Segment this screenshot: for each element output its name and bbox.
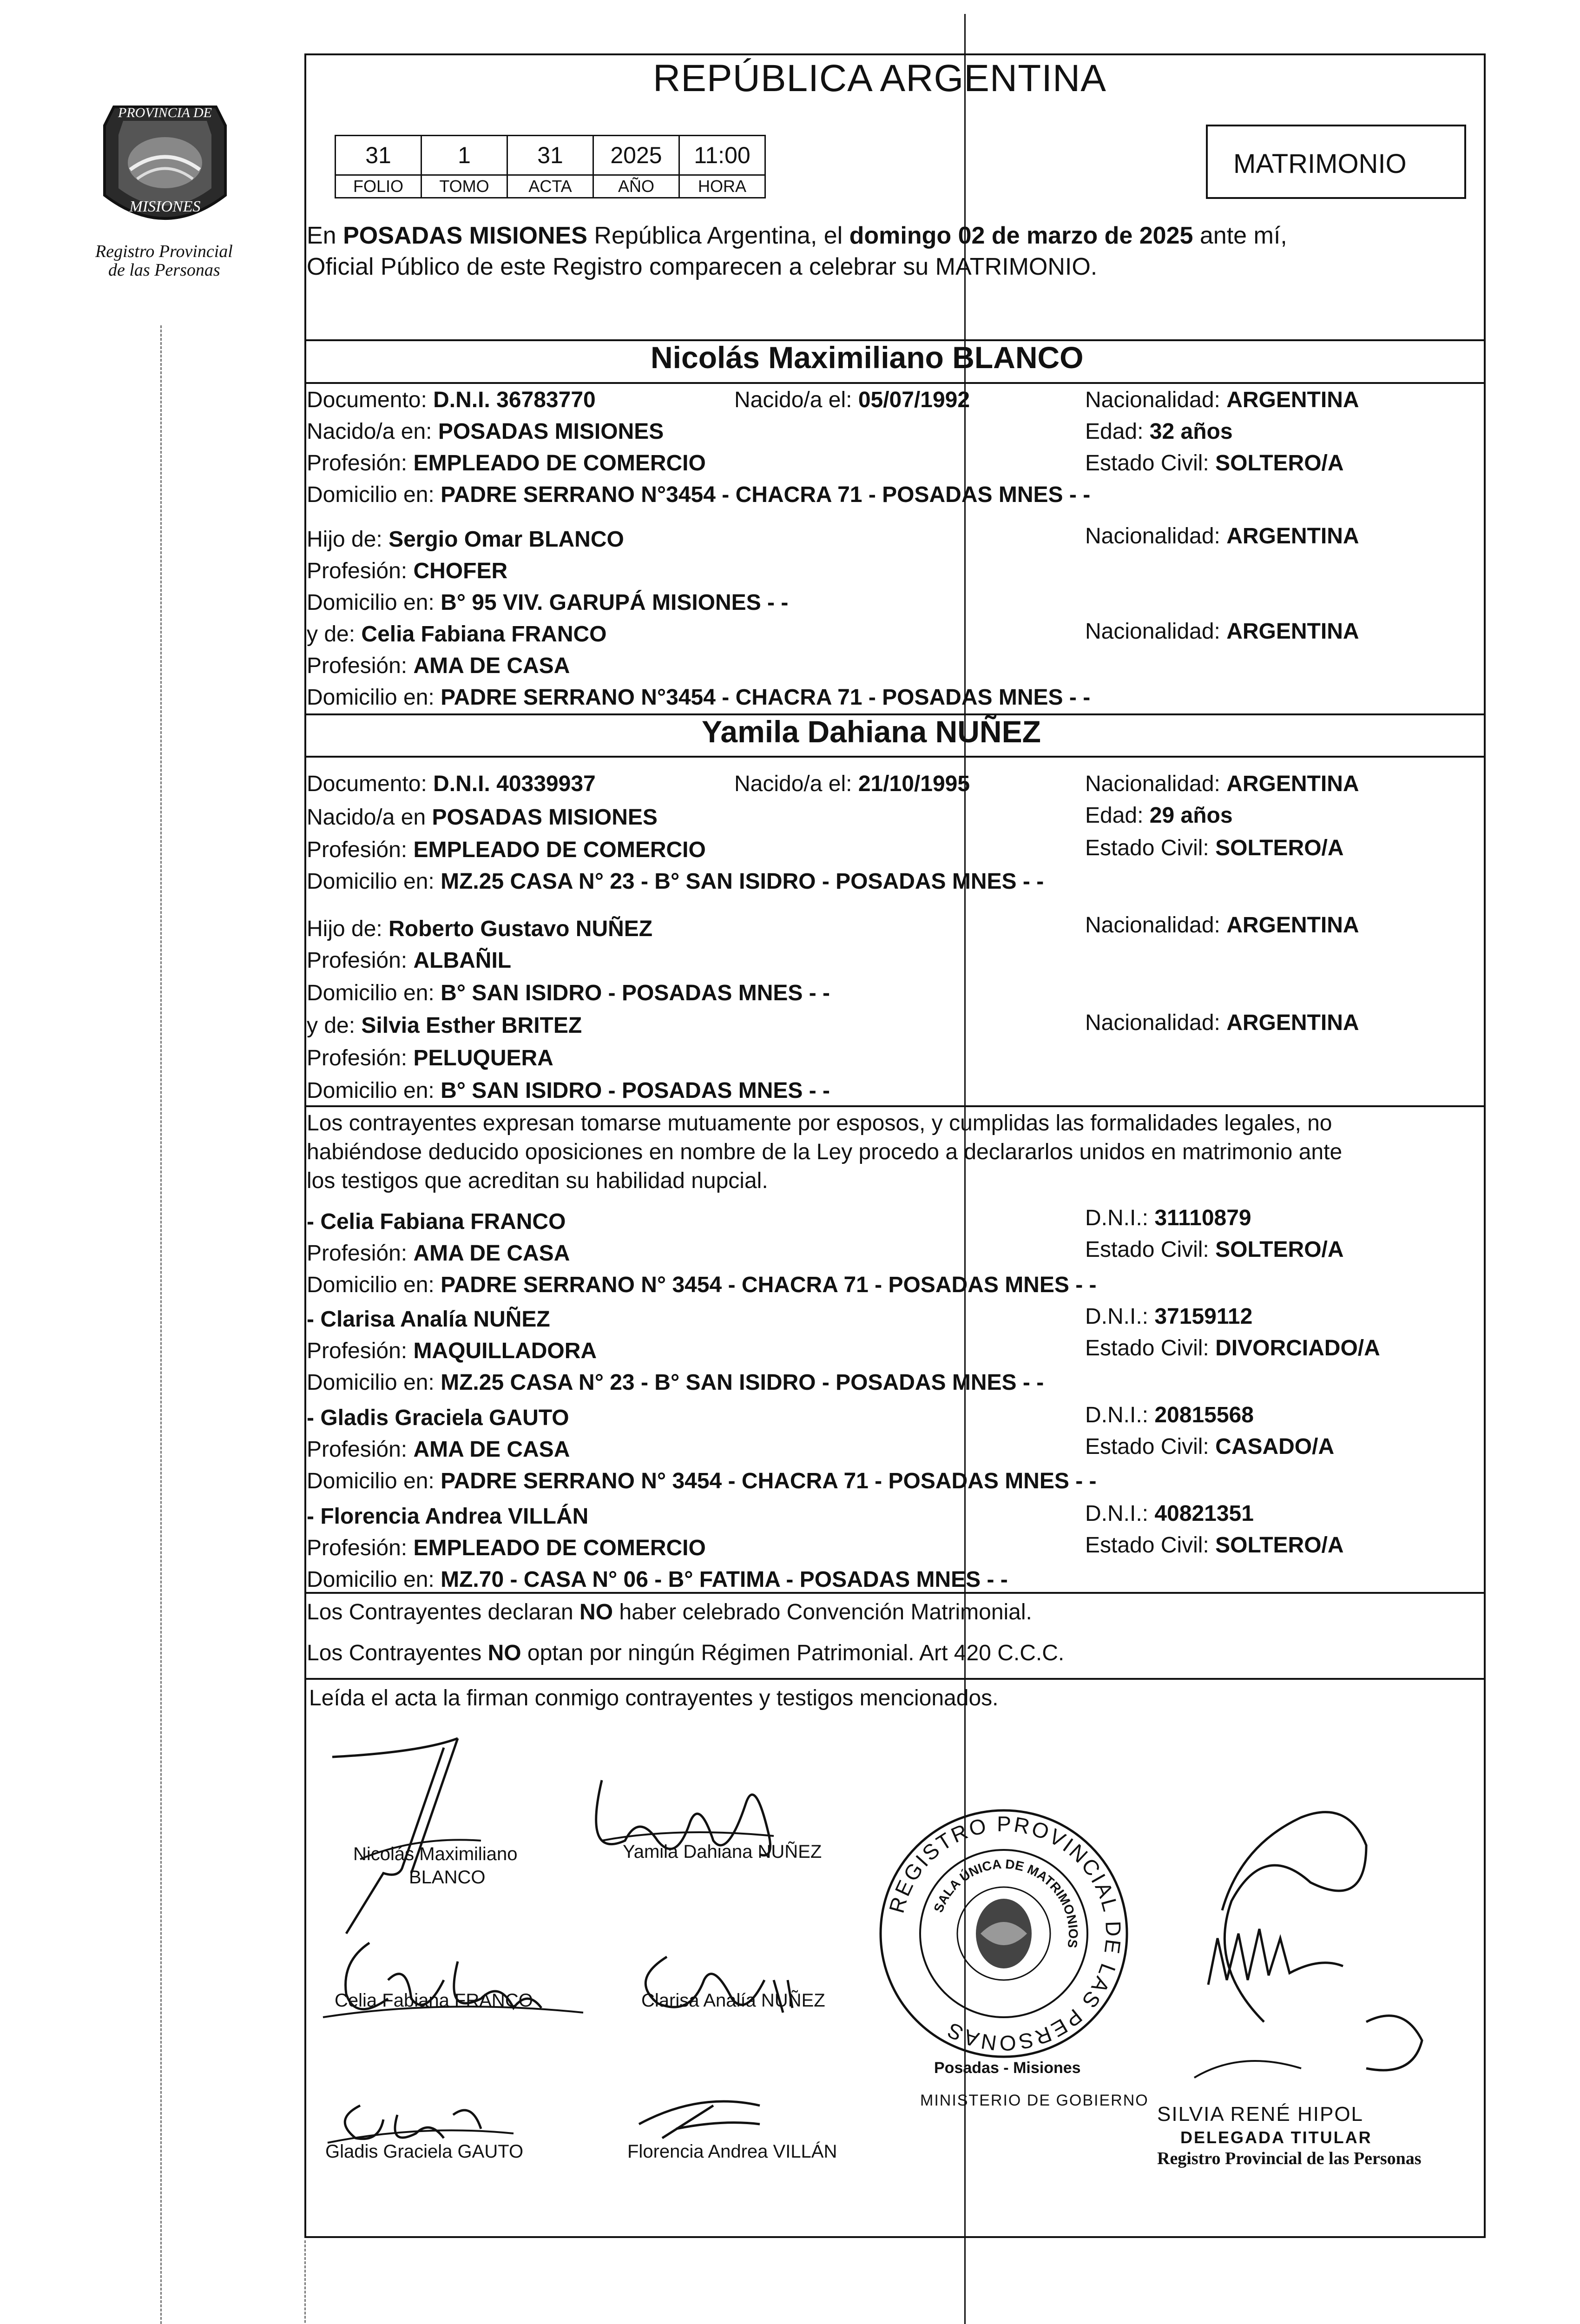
bride-birthdate: Nacido/a el: 21/10/1995 bbox=[734, 772, 970, 796]
bride-profession: Profesión: EMPLEADO DE COMERCIO bbox=[307, 838, 706, 862]
registry-logo bbox=[86, 88, 244, 280]
country-title: REPÚBLICA ARGENTINA bbox=[653, 57, 1106, 99]
svg-text:MISIONES: MISIONES bbox=[129, 198, 201, 215]
groom-father-profession: Profesión: CHOFER bbox=[307, 559, 508, 583]
bride-mother-profession: Profesión: PELUQUERA bbox=[307, 1046, 553, 1070]
convention-line-1: Los Contrayentes declaran NO haber celebrado Convención Matrimonial. bbox=[307, 1600, 1032, 1624]
logo-label-2: de las Personas bbox=[108, 260, 220, 280]
official-role: DELEGADA TITULAR bbox=[1180, 2128, 1372, 2147]
official-name: SILVIA RENÉ HIPOL bbox=[1157, 2103, 1364, 2126]
acta-value: 31 bbox=[507, 136, 593, 175]
groom-nationality: Nacionalidad: ARGENTINA bbox=[1085, 388, 1359, 412]
bride-father: Hijo de: Roberto Gustavo NUÑEZ bbox=[307, 917, 653, 941]
bride-mother-nationality: Nacionalidad: ARGENTINA bbox=[1085, 1010, 1359, 1035]
groom-profession: Profesión: EMPLEADO DE COMERCIO bbox=[307, 451, 706, 475]
groom-father-nationality: Nacionalidad: ARGENTINA bbox=[1085, 524, 1359, 548]
groom-document: Documento: D.N.I. 36783770 bbox=[307, 388, 596, 412]
groom-mother-address: Domicilio en: PADRE SERRANO N°3454 - CHACRA 71 - POSADAS MNES - - bbox=[307, 685, 1091, 710]
groom-mother: y de: Celia Fabiana FRANCO bbox=[307, 622, 607, 647]
bride-father-profession: Profesión: ALBAÑIL bbox=[307, 948, 512, 973]
bride-father-address: Domicilio en: B° SAN ISIDRO - POSADAS MNES - - bbox=[307, 981, 830, 1005]
groom-civil-status: Estado Civil: SOLTERO/A bbox=[1085, 451, 1344, 475]
groom-mother-profession: Profesión: AMA DE CASA bbox=[307, 654, 570, 678]
divider-declaration-top bbox=[304, 1105, 1486, 1107]
divider-convention-top bbox=[304, 1592, 1486, 1594]
groom-age: Edad: 32 años bbox=[1085, 419, 1233, 444]
hour-label: HORA bbox=[679, 175, 765, 198]
record-grid bbox=[335, 135, 766, 198]
logo-label-1: Registro Provincial bbox=[95, 242, 233, 261]
stamp-bottom-text: MINISTERIO DE GOBIERNO bbox=[920, 2092, 1149, 2109]
bride-address: Domicilio en: MZ.25 CASA N° 23 - B° SAN ISIDRO - POSADAS MNES - - bbox=[307, 869, 1044, 894]
bride-mother-address: Domicilio en: B° SAN ISIDRO - POSADAS MNES - - bbox=[307, 1078, 830, 1103]
hour-value: 11:00 bbox=[679, 136, 765, 175]
sig-label-bride: Yamila Dahiana NUÑEZ bbox=[623, 1842, 822, 1862]
sig-label-groom-2: BLANCO bbox=[409, 1867, 486, 1888]
divider-groom-name bbox=[304, 382, 1486, 384]
declaration-line-1: Los contrayentes expresan tomarse mutuamente por esposos, y cumplidas las formalidades legales, no bbox=[307, 1111, 1332, 1136]
bride-age: Edad: 29 años bbox=[1085, 803, 1233, 828]
groom-address: Domicilio en: PADRE SERRANO N°3454 - CHACRA 71 - POSADAS MNES - - bbox=[307, 482, 1091, 507]
divider-bride-name bbox=[304, 756, 1486, 758]
intro-line-1: En POSADAS MISIONES República Argentina, el domingo 02 de marzo de 2025 ante mí, bbox=[307, 222, 1287, 249]
svg-text:REGISTRO PROVINCIAL DE LAS PER: REGISTRO PROVINCIAL DE LAS PERSONAS bbox=[884, 1811, 1126, 2056]
divider-closing-top bbox=[304, 1678, 1486, 1680]
bride-birthplace: Nacido/a en POSADAS MISIONES bbox=[307, 805, 658, 830]
margin-dash-right bbox=[304, 2240, 306, 2324]
tomo-value: 1 bbox=[421, 136, 507, 175]
sig-label-groom-1: Nicolás Maximiliano bbox=[353, 1844, 518, 1864]
bride-nationality: Nacionalidad: ARGENTINA bbox=[1085, 772, 1359, 796]
record-type-box: MATRIMONIO bbox=[1206, 125, 1466, 199]
bride-mother: y de: Silvia Esther BRITEZ bbox=[307, 1013, 582, 1038]
official-office: Registro Provincial de las Personas bbox=[1157, 2149, 1422, 2168]
sig-label-w2: Clarisa Analía NUÑEZ bbox=[641, 1990, 825, 2011]
margin-dash-left bbox=[160, 325, 162, 2324]
folio-value: 31 bbox=[336, 136, 421, 175]
intro-line-2: Oficial Público de este Registro comparecen a celebrar su MATRIMONIO. bbox=[307, 253, 1098, 280]
year-value: 2025 bbox=[593, 136, 679, 175]
sig-label-w3: Gladis Graciela GAUTO bbox=[325, 2141, 524, 2162]
svg-text:SALA ÚNICA DE MATRIMONIOS: SALA ÚNICA DE MATRIMONIOS bbox=[931, 1856, 1081, 1949]
bride-civil-status: Estado Civil: SOLTERO/A bbox=[1085, 836, 1344, 860]
bride-name: Yamila Dahiana NUÑEZ bbox=[702, 714, 1041, 749]
groom-mother-nationality: Nacionalidad: ARGENTINA bbox=[1085, 619, 1359, 644]
bride-father-nationality: Nacionalidad: ARGENTINA bbox=[1085, 913, 1359, 938]
convention-line-2: Los Contrayentes NO optan por ningún Régimen Patrimonial. Art 420 C.C.C. bbox=[307, 1641, 1065, 1665]
sig-label-w4: Florencia Andrea VILLÁN bbox=[627, 2141, 837, 2162]
tomo-label: TOMO bbox=[421, 175, 507, 198]
closing-text: Leída el acta la firman conmigo contrayentes y testigos mencionados. bbox=[309, 1686, 999, 1710]
groom-name: Nicolás Maximiliano BLANCO bbox=[651, 340, 1084, 375]
acta-label: ACTA bbox=[507, 175, 593, 198]
groom-father-address: Domicilio en: B° 95 VIV. GARUPÁ MISIONES - - bbox=[307, 590, 789, 615]
groom-father: Hijo de: Sergio Omar BLANCO bbox=[307, 527, 624, 552]
sig-label-w1: Celia Fabiana FRANCO bbox=[335, 1990, 533, 2011]
bride-document: Documento: D.N.I. 40339937 bbox=[307, 772, 596, 796]
groom-birthplace: Nacido/a en: POSADAS MISIONES bbox=[307, 419, 664, 444]
declaration-line-2: habiéndose deducido oposiciones en nombre de la Ley procedo a declararlos unidos en matrimonio ante bbox=[307, 1140, 1343, 1164]
stamp-city-text: Posadas - Misiones bbox=[934, 2059, 1081, 2077]
groom-birthdate: Nacido/a el: 05/07/1992 bbox=[734, 388, 970, 412]
declaration-line-3: los testigos que acreditan su habilidad nupcial. bbox=[307, 1169, 768, 1193]
official-stamp-seal bbox=[874, 1803, 1134, 2064]
folio-label: FOLIO bbox=[336, 175, 421, 198]
svg-text:PROVINCIA DE: PROVINCIA DE bbox=[118, 105, 212, 120]
year-label: AÑO bbox=[593, 175, 679, 198]
official-signature bbox=[1125, 1789, 1487, 2115]
